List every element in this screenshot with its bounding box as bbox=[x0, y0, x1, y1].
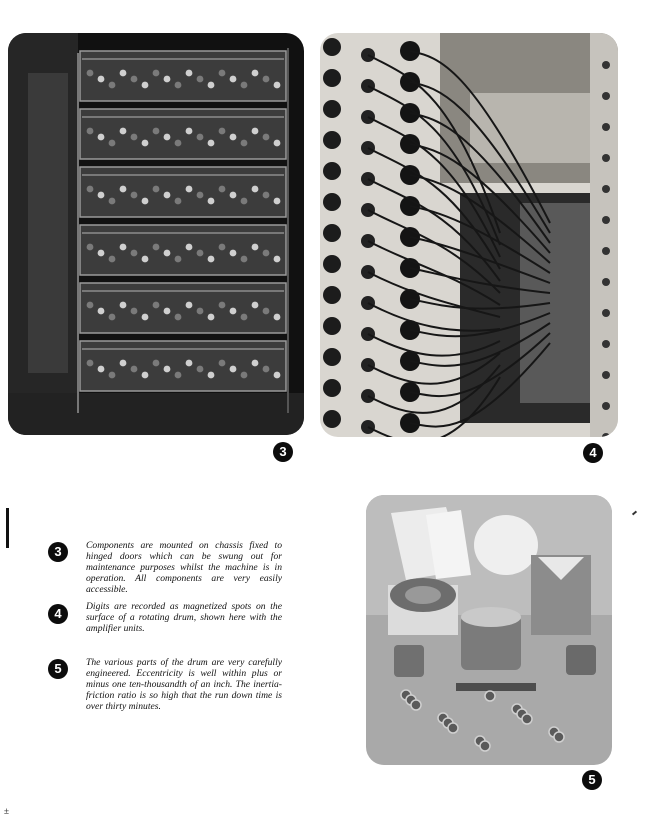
photo-drum-wiring bbox=[320, 33, 618, 437]
caption-3: Components are mounted on chassis fixed to hinged doors which can be swung out for maintenance purposes whilst the machine is in operation. All components are very easily accessible. bbox=[86, 540, 282, 595]
wiring-photo-graphic bbox=[320, 33, 618, 437]
photo-chassis-doors bbox=[8, 33, 304, 435]
caption-badge-4: 4 bbox=[48, 604, 68, 624]
corner-mark: ± bbox=[4, 806, 9, 816]
caption-5: The various parts of the drum are very carefully engineered. Eccentricity is well within plus or minus one ten-thousandth of an inch. The inertia-friction ratio is so high that the run down time is over thirty minutes. bbox=[86, 657, 282, 712]
drum-parts-photo-graphic bbox=[366, 495, 612, 765]
caption-4: Digits are recorded as magnetized spots on the surface of a rotating drum, shown here with the amplifier units. bbox=[86, 601, 282, 634]
chassis-photo-graphic bbox=[8, 33, 304, 435]
photo-drum-parts bbox=[366, 495, 612, 765]
caption-badge-5: 5 bbox=[48, 659, 68, 679]
stray-mark bbox=[632, 511, 637, 516]
figure-number-badge-5: 5 bbox=[582, 770, 602, 790]
figure-number-badge-3: 3 bbox=[273, 442, 293, 462]
caption-badge-3: 3 bbox=[48, 542, 68, 562]
margin-mark bbox=[6, 508, 9, 548]
figure-number-badge-4: 4 bbox=[583, 443, 603, 463]
